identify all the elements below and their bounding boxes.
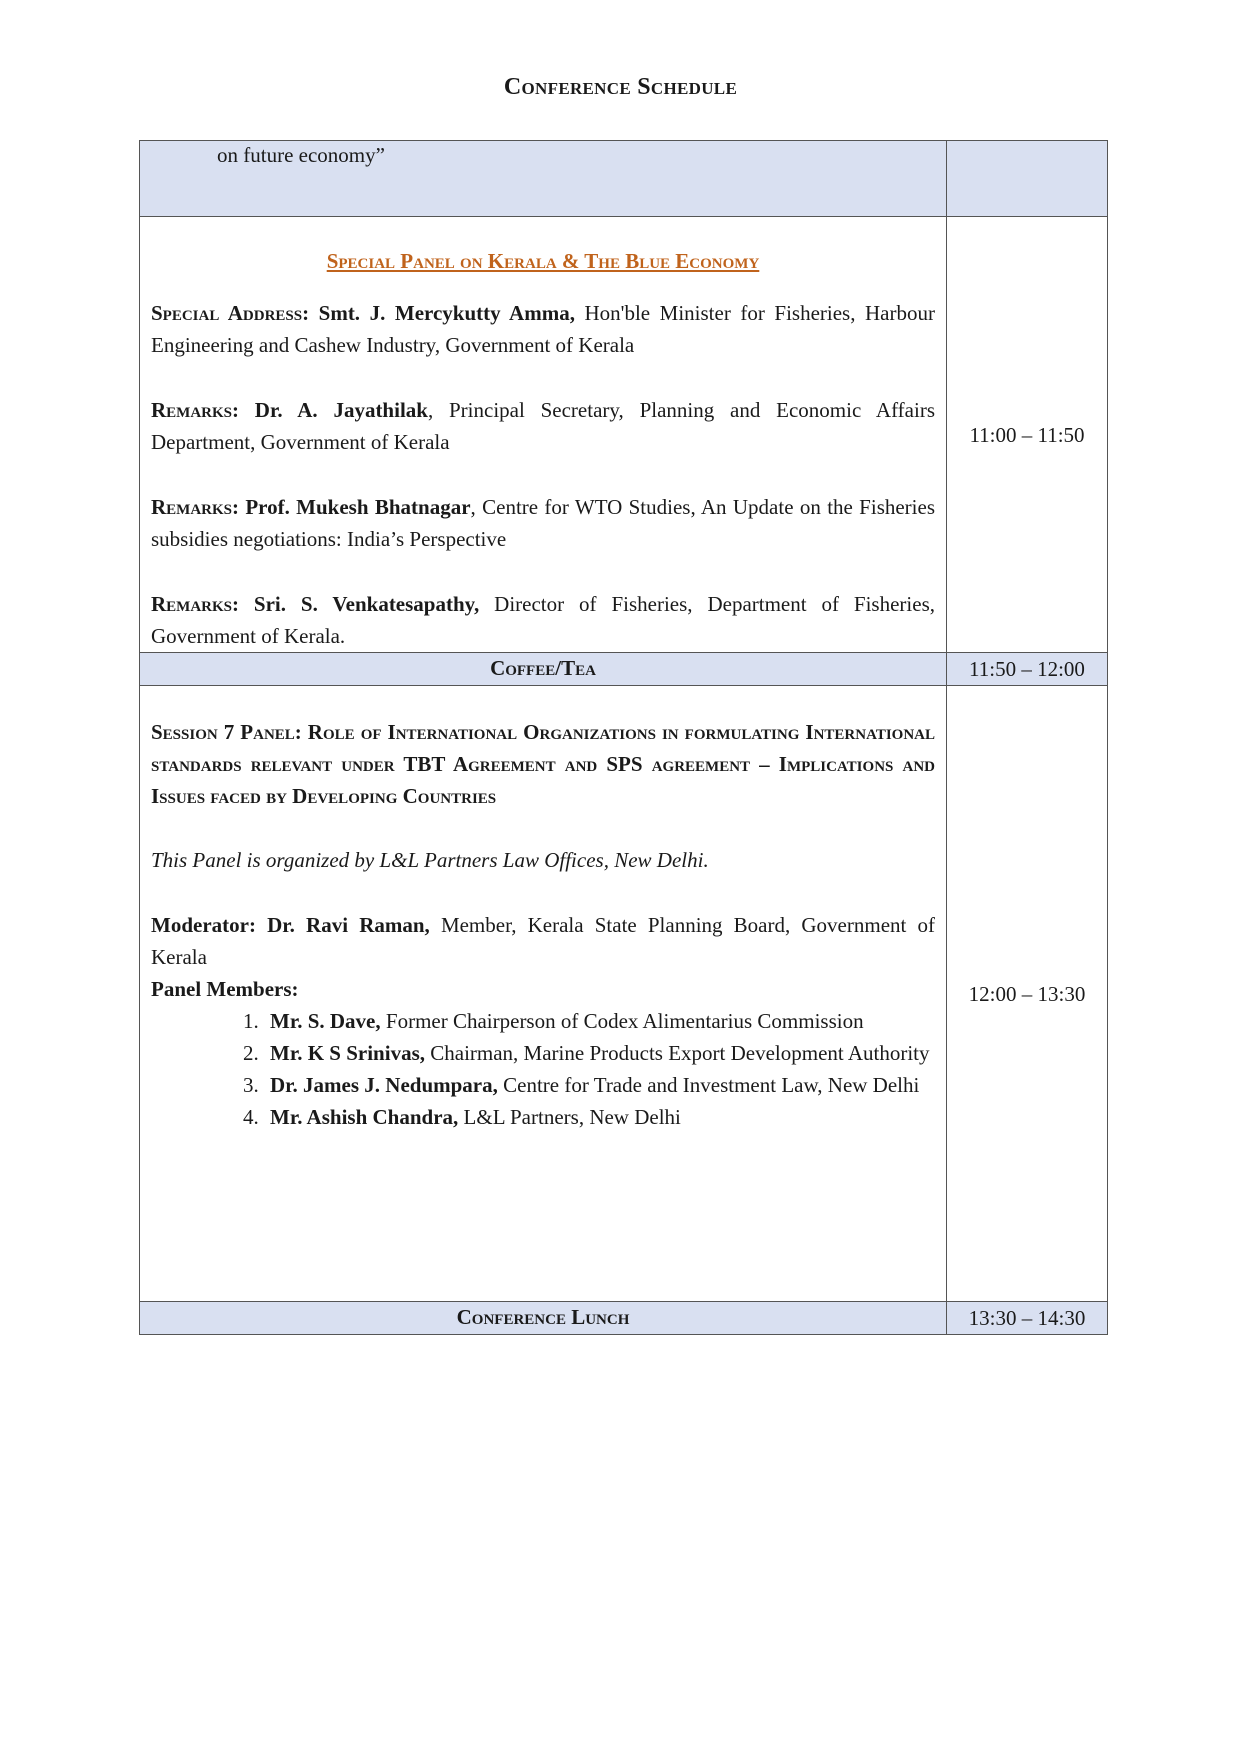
kerala-entry-remarks-jayathilak [151,394,935,458]
schedule-row-coffee [140,653,1108,686]
schedule-row-lunch [140,1302,1108,1335]
entry-label: Remarks: [151,398,239,422]
session7-content-cell [140,686,947,1302]
panel-members-label: Panel Members: [151,977,299,1001]
kerala-entry-special-address [151,297,935,361]
continued-content-cell [140,141,947,217]
session7-title: Session 7 Panel: Role of International Organizations in formulating International standards relevant under TBT Agreement and SPS agreement – Implications and Issues faced by Developing Countries [151,720,935,808]
member-name: Mr. K S Srinivas, [270,1041,425,1065]
kerala-panel-heading: Special Panel on Kerala & The Blue Economy [326,249,760,273]
member-detail: Former Chairperson of Codex Alimentarius Commission [380,1009,864,1033]
moderator-detail: Member, Kerala State Planning Board, Government of Kerala [151,913,936,969]
panel-member-item [264,1101,935,1133]
moderator-name: Dr. Ravi Raman, [267,913,430,937]
panel-member-item [264,1069,935,1101]
kerala-panel-content-cell [140,217,947,653]
member-detail: Centre for Trade and Investment Law, New Delhi [497,1073,920,1097]
entry-name: Prof. Mukesh Bhatnagar [245,495,471,519]
member-detail: L&L Partners, New Delhi [458,1105,681,1129]
member-name: Dr. James J. Nedumpara, [270,1073,498,1097]
schedule-table [139,140,1108,1335]
session7-time-cell: 12:00 – 13:30 [947,686,1108,1302]
schedule-row-kerala-panel [140,217,1108,653]
lunch-time-cell: 13:30 – 14:30 [947,1302,1108,1335]
entry-name: Smt. J. Mercykutty Amma, [318,301,575,325]
schedule-row-continued [140,141,1108,217]
member-name: Mr. S. Dave, [270,1009,381,1033]
entry-label: Remarks: [151,495,239,519]
kerala-entry-remarks-venkatesapathy [151,588,935,652]
panel-member-item [264,1037,935,1069]
member-detail: Chairman, Marine Products Export Development Authority [425,1041,930,1065]
entry-detail: Hon'ble Minister for Fisheries, Harbour Engineering and Cashew Industry, Government of Kerala [151,301,935,357]
entry-detail: , Centre for WTO Studies, An Update on the Fisheries subsidies negotiations: India’s Perspective [151,495,936,551]
entry-label: Remarks: [151,592,239,616]
session7-moderator [151,909,935,973]
kerala-entry-remarks-bhatnagar [151,491,935,555]
entry-label: Special Address: [151,301,310,325]
entry-name: Sri. S. Venkatesapathy, [253,592,480,616]
entry-detail: , Principal Secretary, Planning and Economic Affairs Department, Government of Kerala [151,398,935,454]
entry-name: Dr. A. Jayathilak [254,398,428,422]
entry-detail: Director of Fisheries, Department of Fisheries, Government of Kerala. [151,592,935,648]
continued-time-cell [947,141,1108,217]
lunch-label: Conference Lunch [140,1302,947,1335]
page-title: Conference Schedule [503,74,738,100]
panel-members-list [151,1005,935,1133]
continued-text: on future economy” [217,143,385,167]
coffee-time-cell: 11:50 – 12:00 [947,653,1108,686]
panel-member-item [264,1005,935,1037]
session7-organizer-note: This Panel is organized by L&L Partners Law Offices, New Delhi. [151,848,709,872]
kerala-panel-time-cell: 11:00 – 11:50 [947,217,1108,653]
schedule-row-session-7 [140,686,1108,1302]
coffee-label: Coffee/Tea [140,653,947,686]
member-name: Mr. Ashish Chandra, [270,1105,459,1129]
moderator-label: Moderator: [151,913,256,937]
